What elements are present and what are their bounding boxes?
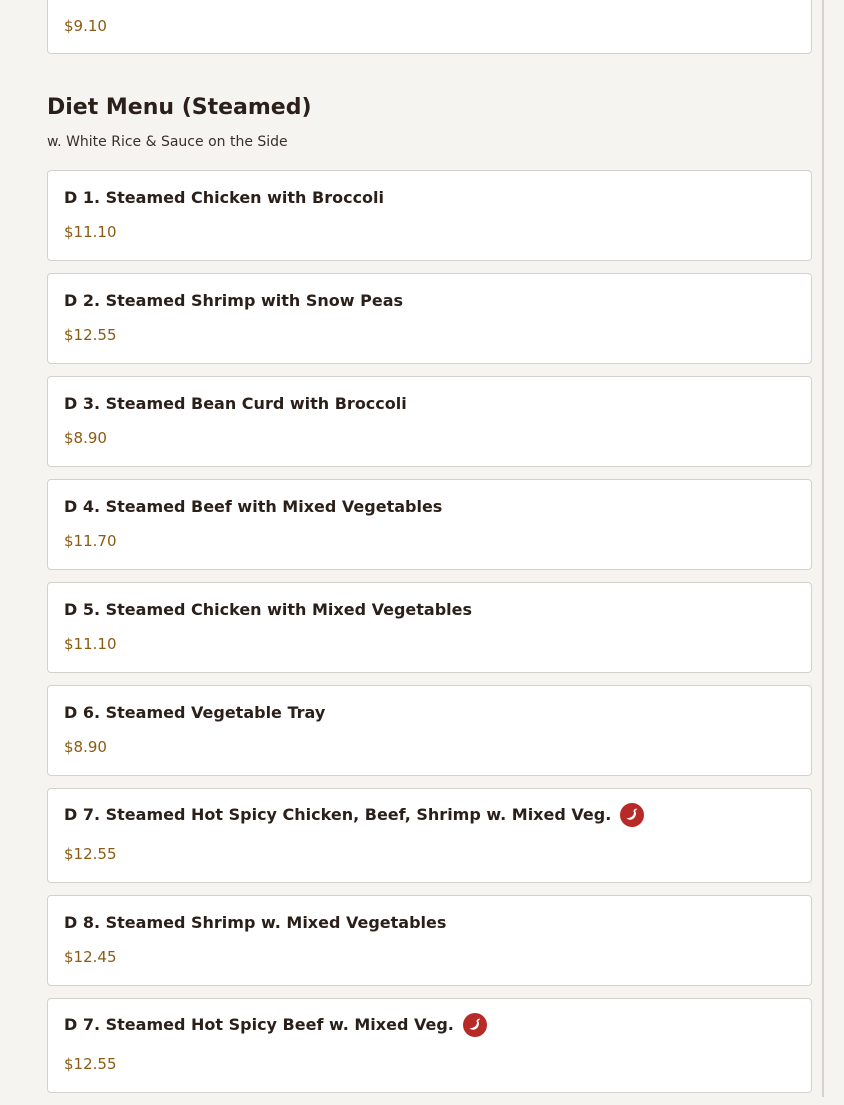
scrollbar-track[interactable] [822, 0, 824, 1097]
menu-item-card[interactable] [47, 582, 812, 673]
item-price: $8.90 [64, 738, 107, 756]
menu-item-card[interactable] [47, 998, 812, 1093]
item-name: D 3. Steamed Bean Curd with Broccoli [64, 394, 407, 413]
item-price: $12.55 [64, 1055, 117, 1073]
item-price: $12.55 [64, 326, 117, 344]
menu-item-card[interactable] [47, 895, 812, 986]
item-name: D 1. Steamed Chicken with Broccoli [64, 188, 385, 207]
menu-item-card[interactable] [47, 0, 812, 54]
item-name-row [64, 803, 644, 827]
menu-item-list [47, 170, 812, 1105]
item-price: $11.10 [64, 635, 117, 653]
item-name: D 7. Steamed Hot Spicy Chicken, Beef, Shrimp w. Mixed Veg. [64, 805, 612, 824]
chili-pepper-icon [620, 803, 644, 827]
item-name: D 2. Steamed Shrimp with Snow Peas [64, 291, 404, 310]
item-name: D 8. Steamed Shrimp w. Mixed Vegetables [64, 913, 447, 932]
item-price: $12.55 [64, 845, 117, 863]
section-subtitle: w. White Rice & Sauce on the Side [47, 134, 288, 150]
menu-item-card[interactable] [47, 685, 812, 776]
item-name: D 7. Steamed Hot Spicy Beef w. Mixed Veg. [64, 1015, 454, 1034]
menu-item-card[interactable] [47, 273, 812, 364]
section-title: Diet Menu (Steamed) [47, 95, 312, 120]
menu-item-card[interactable] [47, 170, 812, 261]
item-name: D 6. Steamed Vegetable Tray [64, 703, 326, 722]
item-name-row [64, 1013, 487, 1037]
menu-item-card[interactable] [47, 788, 812, 883]
item-name: D 4. Steamed Beef with Mixed Vegetables [64, 497, 443, 516]
item-price: $8.90 [64, 429, 107, 447]
item-price: $11.70 [64, 532, 117, 550]
item-price: $9.10 [64, 17, 107, 35]
item-price: $12.45 [64, 948, 117, 966]
menu-item-card[interactable] [47, 376, 812, 467]
item-price: $11.10 [64, 223, 117, 241]
menu-item-card[interactable] [47, 479, 812, 570]
chili-pepper-icon [463, 1013, 487, 1037]
item-name: D 5. Steamed Chicken with Mixed Vegetables [64, 600, 473, 619]
